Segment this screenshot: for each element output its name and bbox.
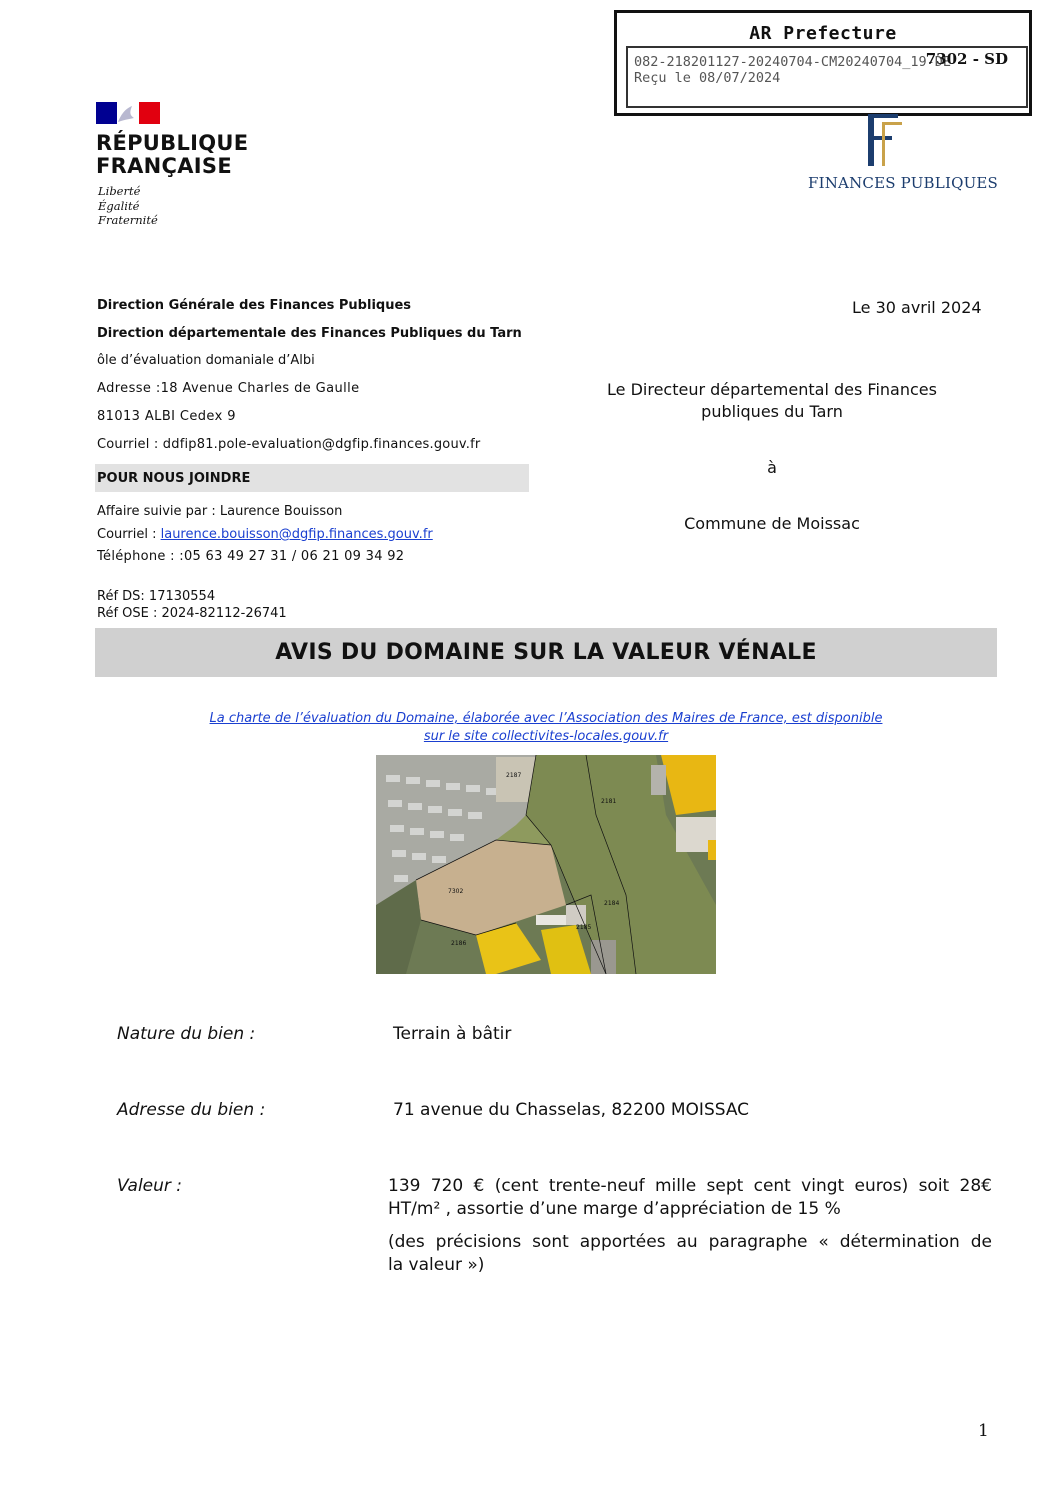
stamp-reference: 082-218201127-20240704-CM20240704_19-DE — [634, 54, 951, 70]
sender-ddfip-tarn: Direction départementale des Finances Publiques du Tarn — [97, 326, 522, 341]
republic-motto: Liberté Égalité Fraternité — [98, 184, 158, 227]
finances-publiques-wordmark: FINANCES PUBLIQUES — [808, 174, 999, 192]
contact-email-prefix: Courriel : — [97, 527, 161, 542]
precision-line-1: (des précisions sont apportées au paragraphe « détermination de — [388, 1232, 992, 1252]
ar-prefecture-stamp — [614, 10, 1032, 116]
sender-address: Adresse :18 Avenue Charles de Gaulle — [97, 381, 360, 396]
aerial-cadastral-photo — [376, 755, 716, 974]
recipient-to: à — [767, 458, 777, 477]
address-value: 71 avenue du Chasselas, 82200 MOISSAC — [393, 1100, 750, 1120]
valeur-label: Valeur : — [117, 1176, 183, 1196]
republique-francaise-wordmark: RÉPUBLIQUE FRANÇAISE — [96, 131, 249, 178]
stamp-box — [626, 46, 1028, 108]
parcel-label: 2186 — [451, 940, 467, 947]
sender-pole: ôle d’évaluation domaniale d’Albi — [97, 353, 315, 368]
recipient-commune: Commune de Moissac — [684, 514, 860, 533]
stamp-received-date: Reçu le 08/07/2024 — [634, 70, 781, 86]
stamp-title: AR Prefecture — [749, 23, 897, 44]
sender-email: Courriel : ddfip81.pole-evaluation@dgfip.finances.gouv.fr — [97, 437, 481, 452]
page-number: 1 — [978, 1421, 989, 1441]
ref-ose: Réf OSE : 2024-82112-26741 — [97, 606, 287, 621]
parcel-label: 2181 — [601, 798, 617, 805]
finances-publiques-logo — [800, 110, 1000, 200]
contact-phone: Téléphone : :05 63 49 27 31 / 06 21 09 34 92 — [97, 549, 405, 564]
nature-label: Nature du bien : — [117, 1024, 256, 1044]
ref-ds: Réf DS: 17130554 — [97, 589, 216, 604]
finances-publiques-emblem-icon — [862, 110, 906, 170]
address-label: Adresse du bien : — [117, 1100, 266, 1120]
marianne-flag-icon — [96, 102, 160, 124]
sender-postal: 81013 ALBI Cedex 9 — [97, 409, 236, 424]
charter-link-line-2[interactable]: sur le site collectivites-locales.gouv.fr — [423, 729, 669, 744]
contact-email-line — [97, 527, 433, 542]
parcel-label: 2187 — [506, 772, 522, 779]
parcel-label: 2185 — [576, 924, 592, 931]
nature-value: Terrain à bâtir — [393, 1024, 512, 1044]
contact-header: POUR NOUS JOINDRE — [97, 471, 251, 486]
parcel-label: 7302 — [448, 888, 464, 895]
letter-date: Le 30 avril 2024 — [852, 298, 982, 317]
stamp-overlay-number: 7302 - SD — [925, 50, 1008, 68]
valeur-line-2: HT/m² , assortie d’une marge d’appréciation de 15 % — [388, 1199, 841, 1219]
from-line-1: Le Directeur départemental des Finances — [607, 380, 937, 399]
precision-line-2: la valeur ») — [388, 1255, 485, 1275]
charter-link-line-1[interactable]: La charte de l’évaluation du Domaine, élaborée avec l’Association des Maires de France, est disponible — [209, 711, 883, 726]
document-title: AVIS DU DOMAINE SUR LA VALEUR VÉNALE — [275, 640, 817, 665]
contact-email-link[interactable]: laurence.bouisson@dgfip.finances.gouv.fr — [160, 527, 433, 542]
sender-dgfip: Direction Générale des Finances Publiques — [97, 298, 412, 313]
valeur-line-1: 139 720 € (cent trente-neuf mille sept cent vingt euros) soit 28€ — [388, 1176, 992, 1196]
followed-by: Affaire suivie par : Laurence Bouisson — [97, 504, 343, 519]
parcel-label: 2184 — [604, 900, 620, 907]
from-line-2: publiques du Tarn — [701, 402, 843, 421]
